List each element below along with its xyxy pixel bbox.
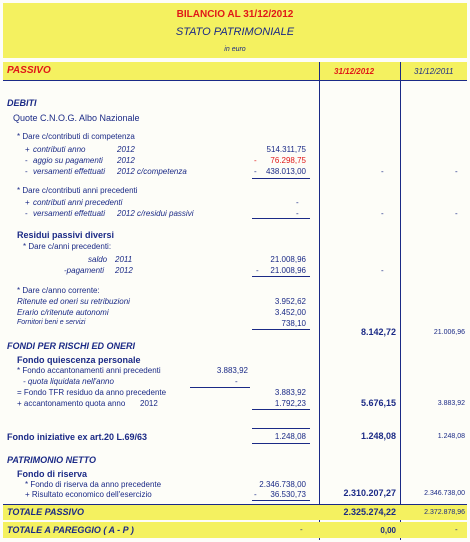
section-fondi: FONDI PER RISCHI ED ONERI [7, 341, 136, 351]
erario-value: 3.452,00 [274, 308, 306, 317]
row-prec-value: - [296, 198, 299, 207]
row-aggio-label: aggio su pagamenti [33, 156, 103, 165]
erario-label: Erario c/ritenute autonomi [17, 308, 109, 317]
iniziative-title: Fondo iniziative ex art.20 L.69/63 [7, 432, 148, 442]
row-prec-vers-value: - [296, 209, 299, 218]
section-patrimonio: PATRIMONIO NETTO [7, 455, 96, 465]
corrente-title: * Dare c/anno corrente: [17, 286, 100, 295]
row-aggio-year: 2012 [117, 156, 135, 165]
underline-pagamenti [252, 276, 310, 277]
ritenute-label: Ritenute ed oneri su retribuzioni [17, 297, 130, 306]
passivo-band [3, 62, 467, 80]
underline-iniziative-value-2 [252, 443, 310, 444]
pagamenti-label: -pagamenti [64, 266, 105, 275]
passivo-label: PASSIVO [7, 65, 51, 76]
row-versamenti-sign: - [25, 167, 28, 176]
row-prec-vers-sign: - [25, 209, 28, 218]
row-prec-vers-label: versamenti effettuati [33, 209, 106, 218]
competenza-title: * Dare c/contributi di competenza [17, 132, 135, 141]
saldo-year: 2011 [115, 255, 133, 264]
row-prec-sign: + [25, 198, 30, 207]
rule-totale-top [3, 504, 467, 505]
anni-prec-title: * Dare c/anni precedenti: [23, 242, 112, 251]
underline-iniziative-value [252, 428, 310, 429]
row-contributi-label: contributi anno [33, 145, 86, 154]
debiti-total-prev: 21.006,96 [433, 329, 465, 336]
accantonamento-quota-value: 1.792,23 [274, 399, 306, 408]
competenza-dash-cur: - [381, 167, 384, 176]
report-subtitle: STATO PATRIMONIALE [175, 26, 295, 38]
riserva-total-cur: 2.310.207,27 [343, 488, 396, 498]
quote-title: Quote C.N.O.G. Albo Nazionale [13, 113, 140, 123]
pagamenti-value-sign: - [256, 266, 259, 275]
riserva-total-prev: 2.346.738,00 [424, 490, 465, 497]
saldo-label: saldo [88, 255, 108, 264]
accantonamenti-prec-label: * Fondo accantonamenti anni precedenti [17, 366, 161, 375]
underline-versamenti [252, 178, 310, 179]
competenza-dash-prev: - [455, 167, 458, 176]
accantonamenti-prec-value: 3.883,92 [216, 366, 248, 375]
underline-fornitori [252, 329, 310, 330]
row-contributi-year: 2012 [117, 145, 135, 154]
quiescenza-total-cur: 5.676,15 [360, 398, 396, 408]
residui-title: Residui passivi diversi [17, 230, 115, 240]
quiescenza-title: Fondo quiescenza personale [17, 355, 141, 365]
pagamenti-value: 21.008,96 [270, 266, 306, 275]
row-prec-label: contributi anni precedenti [33, 198, 123, 207]
totale-passivo-cur: 2.325.274,22 [343, 507, 396, 517]
row-versamenti-year: 2012 c/competenza [117, 167, 187, 176]
column-rule-right [400, 62, 401, 540]
underline-risultato [252, 500, 310, 501]
accantonamento-quota-label: + accantonamento quota anno [17, 399, 126, 408]
report-title: BILANCIO AL 31/12/2012 [176, 9, 294, 20]
quota-liquidata-label: - quota liquidata nell'anno [23, 377, 114, 386]
column-rule-left [319, 62, 320, 540]
row-prec-vers-year: 2012 c/residui passivi [117, 209, 194, 218]
row-aggio-sign: - [25, 156, 28, 165]
underline-prec [252, 218, 310, 219]
unit-label: in euro [224, 46, 246, 53]
row-versamenti-value: 438.013,00 [265, 167, 306, 176]
pagamenti-dash-cur: - [381, 266, 384, 275]
totale-passivo-label: TOTALE PASSIVO [7, 507, 85, 517]
totale-pareggio-label: TOTALE A PAREGGIO ( A - P ) [7, 525, 134, 535]
row-aggio-value-sign: - [254, 156, 257, 165]
col-current-header: 31/12/2012 [334, 67, 375, 76]
riserva-title: Fondo di riserva [17, 469, 88, 479]
risultato-value-sign: - [254, 490, 257, 499]
iniziative-total-cur: 1.248,08 [360, 431, 396, 441]
totale-pareggio-cur: 0,00 [380, 526, 396, 535]
accantonamento-quota-year: 2012 [140, 399, 158, 408]
row-contributi-sign: + [25, 145, 30, 154]
totale-pareggio-prev: - [455, 525, 458, 534]
precedenti-title: * Dare c/contributi anni precedenti [17, 186, 138, 195]
riserva-prec-label: * Fondo di riserva da anno precedente [25, 480, 162, 489]
precedenti-dash-cur: - [381, 209, 384, 218]
pagamenti-year: 2012 [115, 266, 133, 275]
totale-pareggio-sign: - [300, 525, 303, 534]
quiescenza-total-prev: 3.883,92 [437, 400, 465, 407]
totale-passivo-prev: 2.372.878,96 [424, 509, 465, 516]
row-versamenti-label: versamenti effettuati [33, 167, 106, 176]
tfr-residuo-value: 3.883,92 [274, 388, 306, 397]
section-debiti: DEBITI [7, 98, 37, 108]
col-previous-header: 31/12/2011 [414, 67, 454, 76]
quota-liquidata-value: - [235, 377, 238, 386]
underline-accantonamento [252, 409, 310, 410]
debiti-total-cur: 8.142,72 [360, 327, 396, 337]
iniziative-total-prev: 1.248,08 [437, 433, 465, 440]
riserva-prec-value: 2.346.738,00 [259, 480, 306, 489]
row-aggio-value: 76.298,75 [270, 156, 306, 165]
risultato-label: + Risultato economico dell'esercizio [25, 490, 152, 499]
fornitori-label: Fornitori beni e servizi [17, 319, 86, 326]
row-contributi-value: 514.311,75 [266, 145, 306, 154]
row-versamenti-value-sign: - [254, 167, 257, 176]
tfr-residuo-label: = Fondo TFR residuo da anno precedente [17, 388, 167, 397]
risultato-value: 36.530,73 [270, 490, 306, 499]
iniziative-value: 1.248,08 [274, 432, 306, 441]
rule-top [3, 80, 467, 81]
precedenti-dash-prev: - [455, 209, 458, 218]
ritenute-value: 3.952,62 [274, 297, 306, 306]
saldo-value: 21.008,96 [270, 255, 306, 264]
fornitori-value: 738,10 [281, 319, 306, 328]
